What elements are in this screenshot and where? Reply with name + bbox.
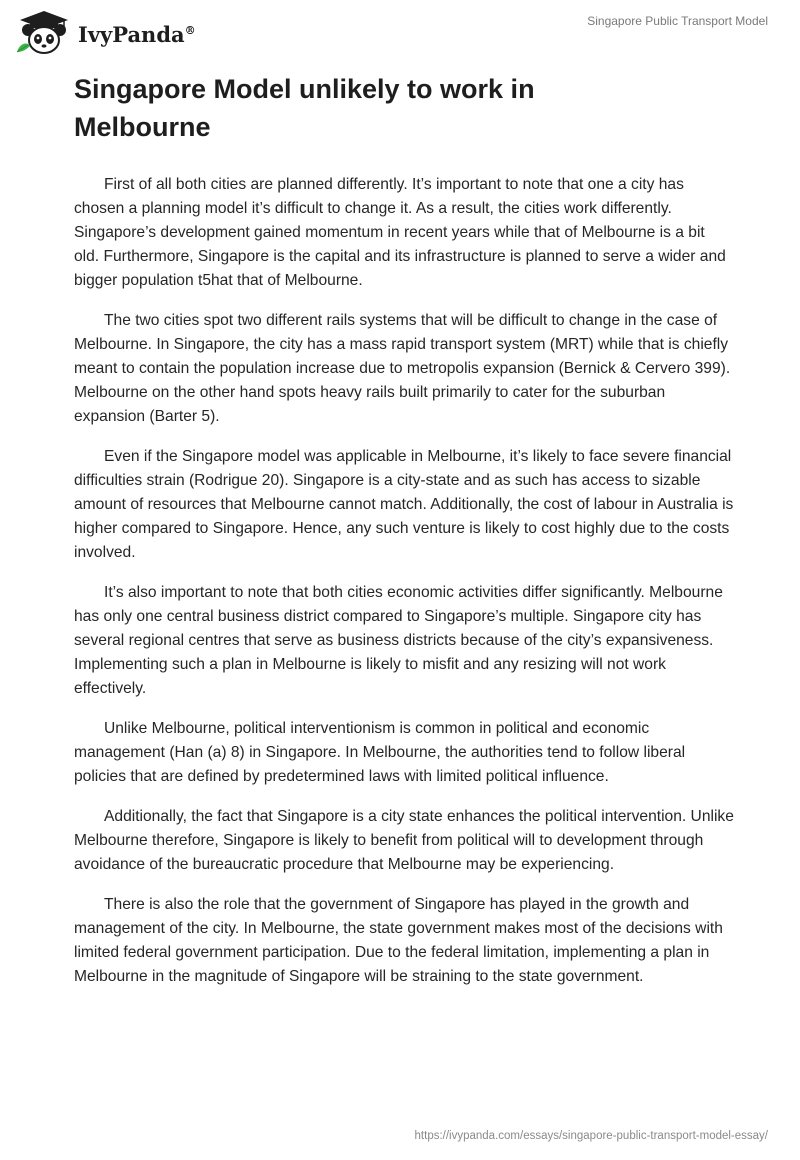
ivypanda-logo[interactable] xyxy=(14,8,196,56)
panda-graduate-icon xyxy=(14,8,74,56)
paragraph: Additionally, the fact that Singapore is a city state enhances the political intervention. Unlike Melbourne therefore, Singapore is likely to benefit from political will to development through avoidance of the bureaucratic procedure that Melbourne may be experiencing. xyxy=(74,808,734,873)
paragraph: First of all both cities are planned differently. It’s important to note that one a city has chosen a planning model it’s difficult to change it. As a result, the cities work differently. Singapore’s development gained momentum in recent years while that of Melbourne is a bit old. Furthermore, Singapore is the capital and its infrastructure is planned to serve a wider and bigger population t5hat that of Melbourne. xyxy=(74,176,726,289)
paragraph: Even if the Singapore model was applicable in Melbourne, it’s likely to face severe financial difficulties strain (Rodrigue 20). Singapore is a city-state and as such has access to sizable amount of resources that Melbourne cannot match. Additionally, the cost of labour in Australia is higher compared to Singapore. Hence, any such venture is likely to cost highly due to the costs involved. xyxy=(74,448,734,561)
source-url[interactable]: https://ivypanda.com/essays/singapore-public-transport-model-essay/ xyxy=(414,1130,768,1142)
paragraph: There is also the role that the government of Singapore has played in the growth and management of the city. In Melbourne, the state government makes most of the decisions with limited federal government participation. Due to the federal limitation, implementing a plan in Melbourne in the magnitude of Singapore will be straining to the state government. xyxy=(74,896,723,985)
page-title: Singapore Model unlikely to work in Melbourne xyxy=(74,74,535,142)
article-body xyxy=(74,173,734,1005)
paragraph: The two cities spot two different rails systems that will be difficult to change in the case of Melbourne. In Singapore, the city has a mass rapid transport system (MRT) while that is chiefly meant to contain the population increase due to metropolis expansion (Bernick & Cervero 399). Melbourne on the other hand spots heavy rails built primarily to cater for the suburban expansion (Barter 5). xyxy=(74,312,731,425)
paragraph: It’s also important to note that both cities economic activities differ significantly. Melbourne has only one central business district compared to Singapore’s multiple. Singapore city has several regional centres that serve as business districts because of the city’s expansiveness. Implementing such a plan in Melbourne is likely to misfit and any resizing will not work effectively. xyxy=(74,584,723,697)
document-header-title: Singapore Public Transport Model xyxy=(587,14,768,28)
page-header xyxy=(0,0,800,70)
brand-name: IvyPanda® xyxy=(78,21,196,47)
paragraph: Unlike Melbourne, political interventionism is common in political and economic management (Han (a) 8) in Singapore. In Melbourne, the authorities tend to follow liberal policies that are defined by predetermined laws with limited political influence. xyxy=(74,720,686,785)
